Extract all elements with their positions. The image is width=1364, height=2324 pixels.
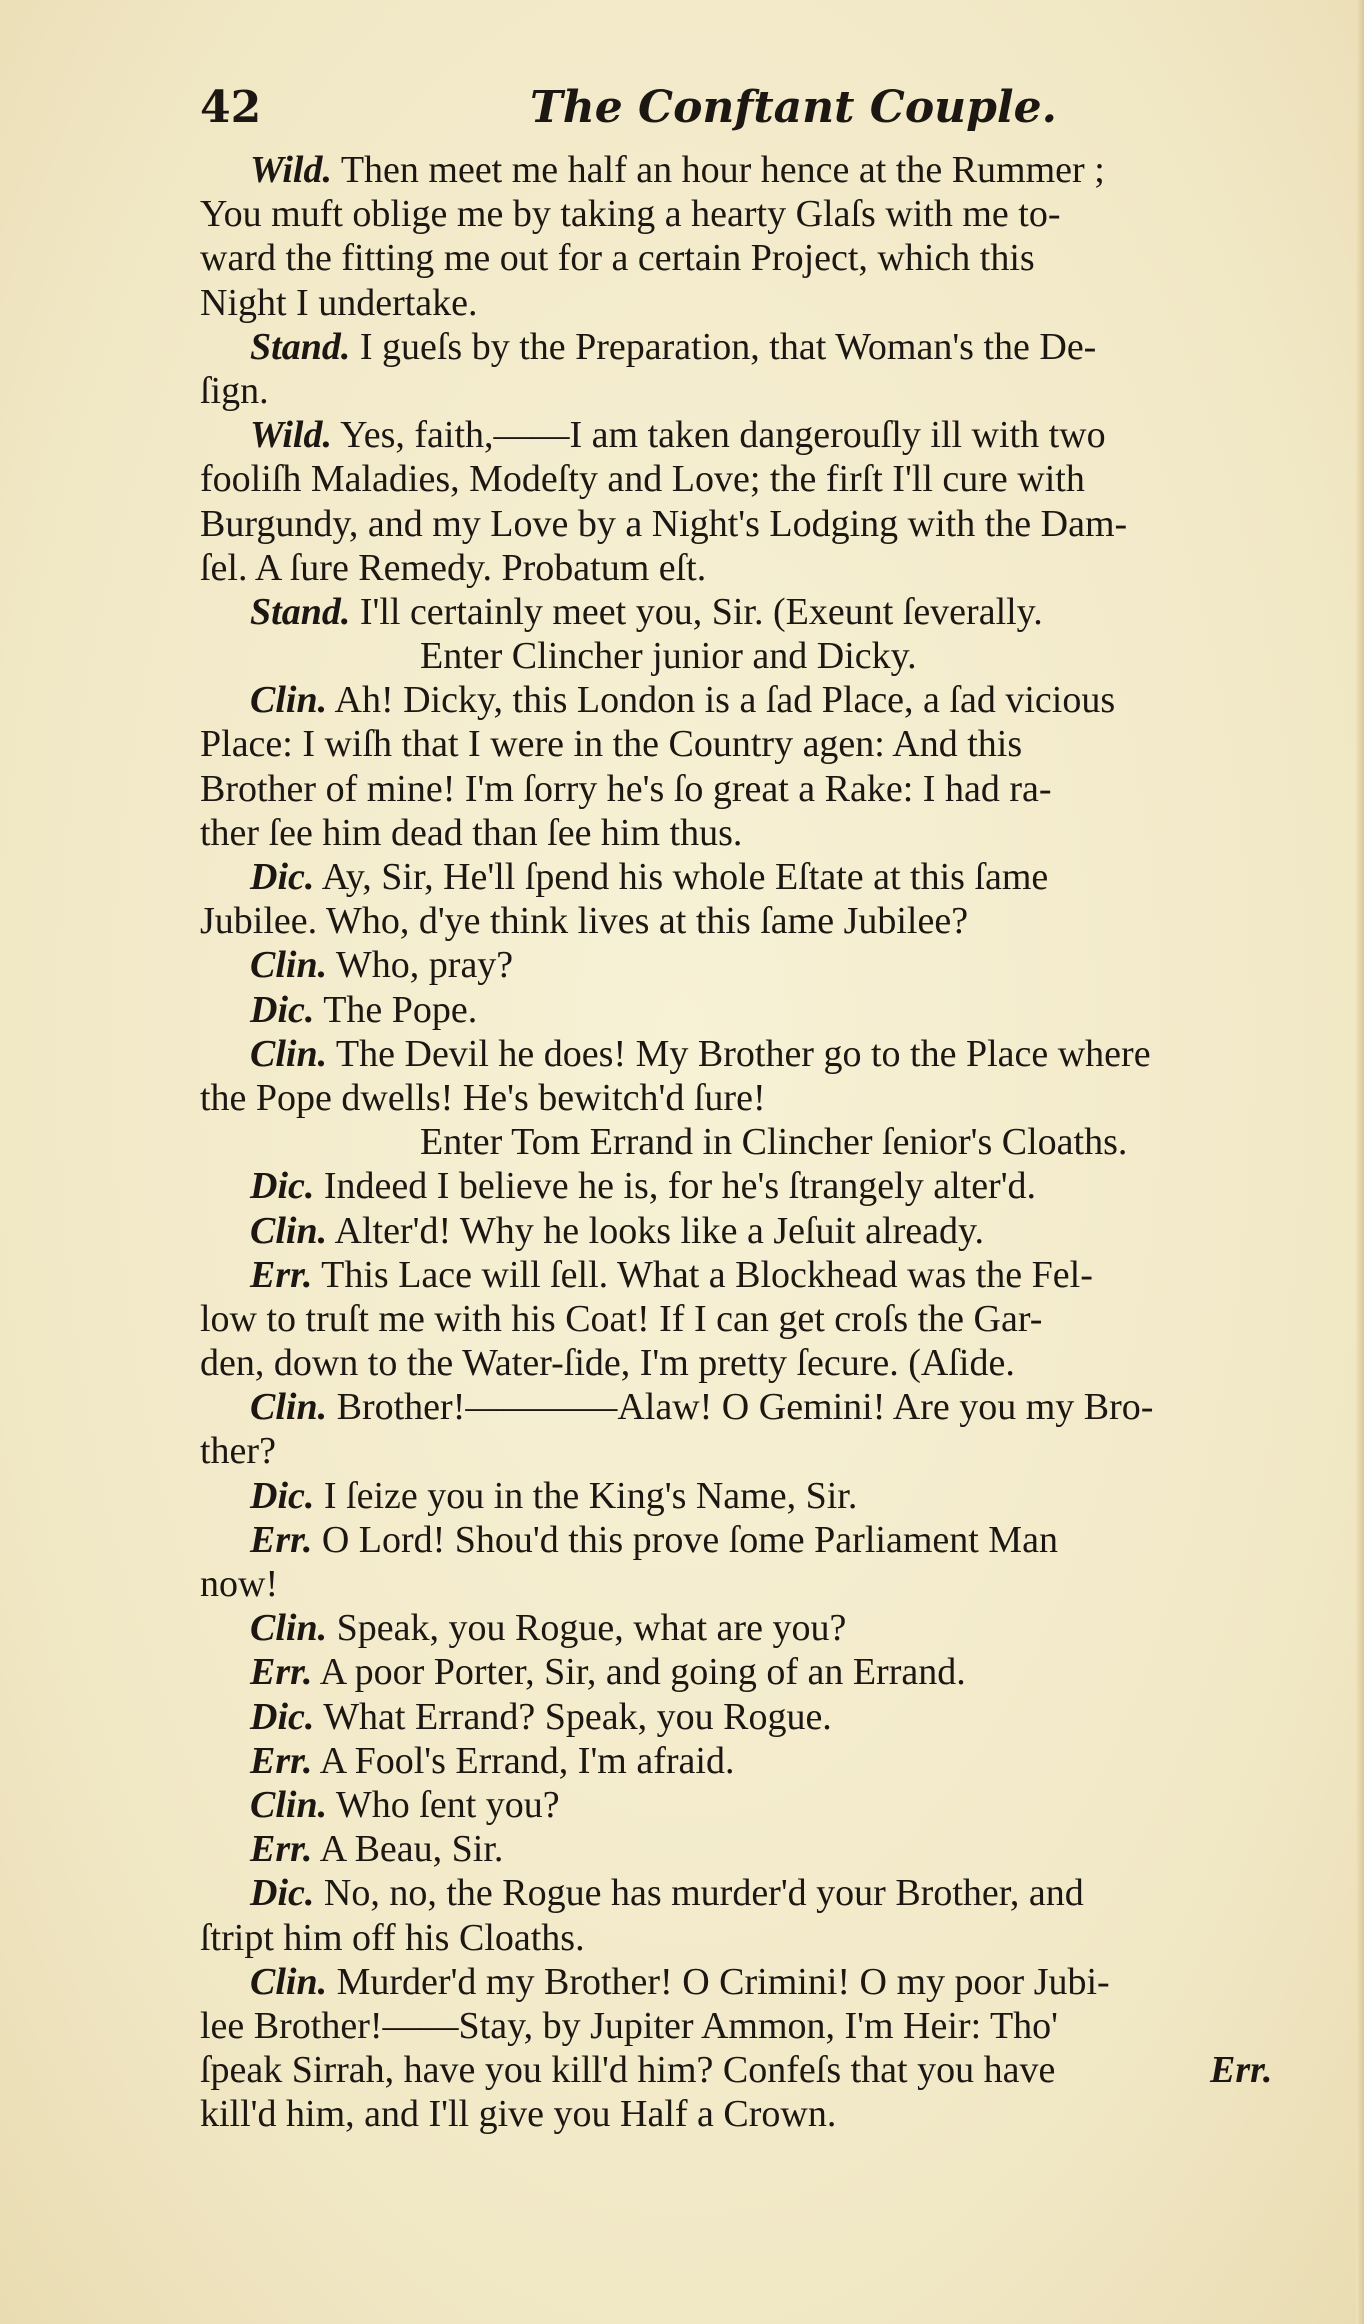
speaker-name: Dic.: [250, 1695, 315, 1738]
page-number: 42: [200, 82, 262, 133]
text-line: [200, 1164, 1280, 1208]
speaker-name: Dic.: [250, 1872, 315, 1915]
text-line: [200, 1739, 1280, 1783]
line-text: fooliſh Maladies, Modeſty and Love; the firſt I'll cure with: [200, 458, 1085, 501]
line-text: I'll certainly meet you, Sir. (Exeunt ſeverally.: [350, 590, 1043, 633]
text-line: [200, 236, 1280, 280]
line-text: Ah! Dicky, this London is a ſad Place, a ſad vicious: [327, 679, 1116, 722]
line-text: The Devil he does! My Brother go to the Place where: [327, 1032, 1151, 1075]
speaker-name: Stand.: [250, 590, 351, 633]
line-text: Yes, faith,——I am taken dangerouſly ill with two: [332, 414, 1106, 457]
speaker-name: Clin.: [250, 1386, 328, 1429]
line-text: A Fool's Errand, I'm afraid.: [312, 1739, 735, 1782]
speaker-name: Dic.: [250, 1165, 315, 1208]
text-line: [200, 1960, 1280, 2004]
speaker-name: Clin.: [250, 1607, 328, 1650]
line-text: The Pope.: [314, 988, 478, 1031]
line-text: ther?: [200, 1430, 276, 1473]
line-text: now!: [200, 1563, 279, 1605]
speaker-name: Err.: [250, 1253, 313, 1296]
line-text: Who, pray?: [327, 944, 514, 987]
line-text: Who ſent you?: [327, 1783, 560, 1826]
line-text: Place: I wiſh that I were in the Country agen: And this: [200, 723, 1023, 766]
speaker-name: Err.: [250, 1518, 313, 1561]
line-text: Then meet me half an hour hence at the Rummer ;: [332, 149, 1105, 191]
text-line: [200, 988, 1280, 1032]
text-line: [200, 1606, 1280, 1650]
text-line: [200, 1562, 1280, 1606]
speaker-name: Dic.: [250, 856, 315, 898]
speaker-name: Dic.: [250, 988, 315, 1031]
text-line: [200, 325, 1280, 369]
line-text: Night I undertake.: [200, 281, 478, 324]
line-text: low to truſt me with his Coat! If I can get croſs the Gar-: [200, 1297, 1043, 1340]
text-line: [200, 192, 1280, 236]
line-text: kill'd him, and I'll give you Half a Crown.: [200, 2093, 837, 2136]
text-line: [200, 1209, 1280, 1253]
line-text: A Beau, Sir.: [312, 1828, 504, 1871]
text-line: [200, 1076, 1280, 1120]
line-text: Alter'd! Why he looks like a Jeſuit already.: [327, 1209, 985, 1252]
line-text: ward the fitting me out for a certain Project, which this: [200, 237, 1035, 280]
line-text: ther ſee him dead than ſee him thus.: [200, 811, 743, 854]
speaker-name: Err.: [250, 1828, 313, 1871]
text-line: [200, 1341, 1280, 1385]
text-line: [200, 1297, 1280, 1341]
text-line: [200, 1827, 1280, 1871]
line-text: O Lord! Shou'd this prove ſome Parliament Man: [312, 1518, 1058, 1561]
speaker-name: Wild.: [250, 414, 332, 457]
text-line: [200, 369, 1280, 413]
line-text: Burgundy, and my Love by a Night's Lodging with the Dam-: [200, 502, 1128, 545]
text-line: [200, 1429, 1280, 1473]
text-line: [200, 1783, 1280, 1827]
speaker-name: Clin.: [250, 1032, 328, 1075]
text-line: [200, 1253, 1280, 1297]
text-line: [200, 1695, 1280, 1739]
speaker-name: Clin.: [250, 679, 328, 722]
text-line: [200, 1120, 1280, 1164]
line-text: Murder'd my Brother! O Crimini! O my poor Jubi-: [327, 1960, 1110, 2003]
line-text: Enter Clincher junior and Dicky.: [420, 635, 917, 678]
speaker-name: Clin.: [250, 1783, 328, 1826]
line-text: den, down to the Water-ſide, I'm pretty ſecure. (Aſide.: [200, 1342, 1015, 1385]
play-text: [200, 148, 1280, 2136]
text-line: [200, 634, 1280, 678]
line-text: This Lace will ſell. What a Blockhead was the Fel-: [312, 1253, 1093, 1296]
speaker-name: Err.: [250, 1739, 313, 1782]
line-text: Brother of mine! I'm ſorry he's ſo great a Rake: I had ra-: [200, 767, 1052, 810]
text-line: [200, 590, 1280, 634]
text-line: [200, 1518, 1280, 1562]
line-text: I ſeize you in the King's Name, Sir.: [314, 1474, 858, 1517]
line-text: Indeed I believe he is, for he's ſtrangely alter'd.: [314, 1165, 1037, 1208]
text-line: [200, 1032, 1280, 1076]
text-line: [200, 2092, 1280, 2136]
line-text: lee Brother!——Stay, by Jupiter Ammon, I'm Heir: Tho': [200, 2004, 1059, 2047]
text-line: [200, 2004, 1280, 2048]
line-text: Ay, Sir, He'll ſpend his whole Eſtate at this ſame: [314, 856, 1049, 898]
running-title: The Conftant Couple.: [530, 82, 1057, 133]
text-line: [200, 1385, 1280, 1429]
text-line: [200, 811, 1280, 855]
speaker-name: Dic.: [250, 1474, 315, 1517]
speaker-name: Clin.: [250, 1960, 328, 2003]
speaker-name: Err.: [250, 1651, 313, 1694]
text-line: [200, 767, 1280, 811]
text-line: [200, 943, 1280, 987]
line-text: ſtript him off his Cloaths.: [200, 1916, 585, 1959]
page-header: [200, 82, 1280, 142]
text-line: [200, 281, 1280, 325]
line-text: I gueſs by the Preparation, that Woman's the De-: [350, 325, 1097, 368]
line-text: No, no, the Rogue has murder'd your Brother, and: [314, 1872, 1084, 1915]
line-text: ſel. A ſure Remedy. Probatum eſt.: [200, 546, 707, 589]
line-text: ſpeak Sirrah, have you kill'd him? Confeſs that you have: [200, 2049, 1056, 2092]
text-line: [200, 546, 1280, 590]
text-line: [200, 457, 1280, 501]
text-line: [200, 855, 1280, 899]
line-text: A poor Porter, Sir, and going of an Errand.: [312, 1651, 966, 1694]
line-text: You muft oblige me by taking a hearty Glaſs with me to-: [200, 193, 1061, 236]
line-text: Enter Tom Errand in Clincher ſenior's Cloaths.: [420, 1121, 1128, 1164]
text-line: [200, 678, 1280, 722]
text-line: [200, 1871, 1280, 1915]
line-text: the Pope dwells! He's bewitch'd ſure!: [200, 1076, 766, 1119]
text-line: [200, 148, 1280, 192]
speaker-name: Stand.: [250, 325, 351, 368]
speaker-name: Clin.: [250, 1209, 328, 1252]
text-line: [200, 502, 1280, 546]
line-text: What Errand? Speak, you Rogue.: [314, 1695, 832, 1738]
text-line: [200, 722, 1280, 766]
line-text: Speak, you Rogue, what are you?: [327, 1607, 847, 1650]
text-line: [200, 1916, 1280, 1960]
speaker-name: Clin.: [250, 944, 328, 987]
page-edge: [1356, 0, 1364, 2324]
line-text: Jubilee. Who, d'ye think lives at this ſame Jubilee?: [200, 900, 969, 943]
text-line: [200, 1474, 1280, 1518]
line-text: ſign.: [200, 369, 269, 412]
line-text: Brother!————Alaw! O Gemini! Are you my Bro-: [327, 1386, 1154, 1429]
catchword: Err.: [1210, 2049, 1273, 2091]
text-line: [200, 2048, 1280, 2092]
text-line: [200, 413, 1280, 457]
speaker-name: Wild.: [250, 149, 332, 191]
text-line: [200, 899, 1280, 943]
text-line: [200, 1650, 1280, 1694]
